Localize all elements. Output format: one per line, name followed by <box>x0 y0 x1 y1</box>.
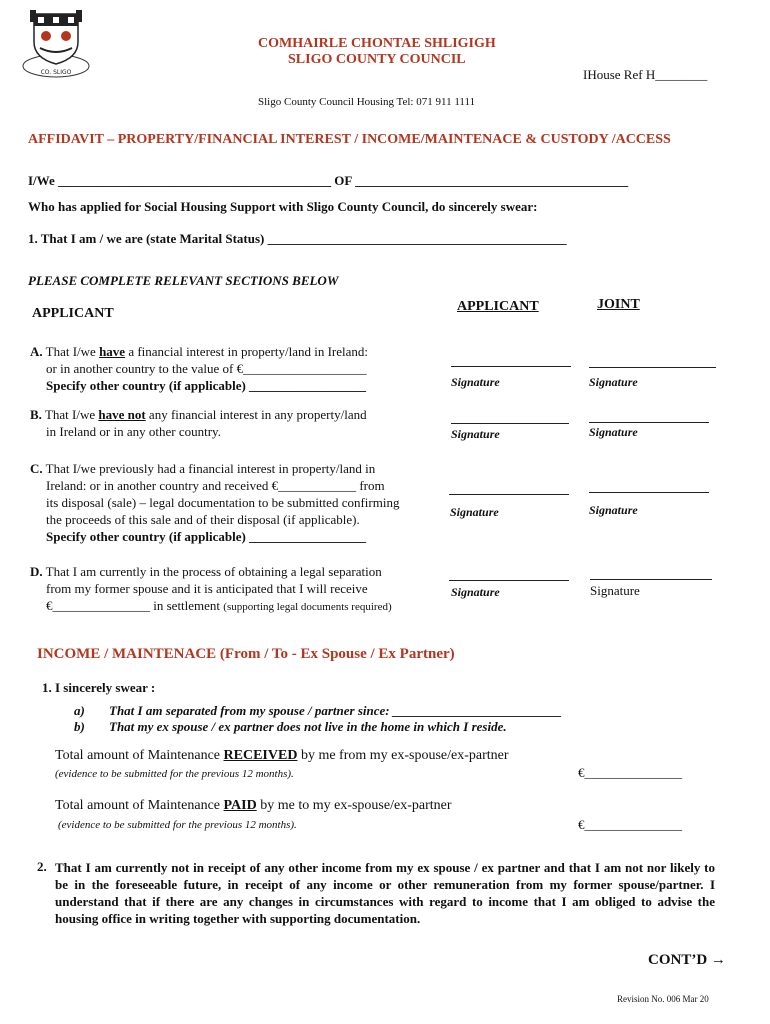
section-b-letter: B. <box>30 407 42 422</box>
section-b-have-not: have not <box>98 407 146 422</box>
section-a <box>30 343 368 394</box>
section-d-line1: That I am currently in the process of obtaining a legal separation <box>45 564 382 579</box>
section-c-joint-signature-label: Signature <box>589 503 638 517</box>
iwe-line <box>28 173 628 189</box>
section-a-value-line[interactable]: or in another country to the value of €___________________ <box>46 361 367 376</box>
section-a-joint-signature-field[interactable] <box>589 367 716 368</box>
swear-1: 1. I sincerely swear : <box>42 680 156 695</box>
maintenance-received-label: Total amount of Maintenance RECEIVED by me from my ex-spouse/ex-partner <box>55 748 509 763</box>
section-d-joint-signature-label: Signature <box>590 583 640 598</box>
section-d <box>30 563 392 616</box>
section-d-joint-signature-field[interactable] <box>590 579 712 580</box>
section-d-amount[interactable]: €_______________ in settlement <box>46 598 224 613</box>
sections-note: PLEASE COMPLETE RELEVANT SECTIONS BELOW <box>28 273 339 288</box>
section-c-country-line[interactable]: Specify other country (if applicable) __________________ <box>46 529 367 544</box>
section-d-line2: from my former spouse and it is anticipated that I will receive <box>46 581 368 596</box>
continued-text: CONT’D <box>648 952 708 968</box>
section-b-joint-signature-field[interactable] <box>589 422 709 423</box>
maintenance-received-amount[interactable]: €_______________ <box>578 765 682 780</box>
section-a-text: That I/we <box>45 344 100 359</box>
section-c-line3: its disposal (sale) – legal documentation to be submitted confirming <box>46 495 400 510</box>
house-ref: IHouse Ref H________ <box>583 67 708 82</box>
section-b-text: That I/we <box>44 407 99 422</box>
housing-contact: Sligo County Council Housing Tel: 071 911 1111 <box>258 96 476 108</box>
section-d-note: (supporting legal documents required) <box>223 601 392 613</box>
section-a-applicant-signature-label: Signature <box>451 375 500 389</box>
section-b-line2: in Ireland or in any other country. <box>46 424 221 439</box>
sub-b-letter: b) <box>74 719 85 734</box>
council-name-irish: COMHAIRLE CHONTAE SHLIGIGH <box>258 36 496 51</box>
section-b-joint-signature-label: Signature <box>589 425 638 439</box>
arrow-right-icon: → <box>710 952 726 968</box>
maintenance-paid-label: Total amount of Maintenance PAID by me to my ex-spouse/ex-partner <box>55 798 452 813</box>
section-d-letter: D. <box>30 564 43 579</box>
marital-status-line[interactable]: 1. That I am / we are (state Marital Status) ______________________________________________ <box>28 231 567 246</box>
section-c-joint-signature-field[interactable] <box>589 492 709 493</box>
section-c-applicant-signature-label: Signature <box>450 505 499 519</box>
section-d-applicant-signature-label: Signature <box>451 585 500 599</box>
income-maintenance-heading: INCOME / MAINTENACE (From / To - Ex Spouse / Ex Partner) <box>37 646 455 662</box>
section-c-applicant-signature-field[interactable] <box>449 494 569 495</box>
section-c-line1: That I/we previously had a financial interest in property/land in <box>45 461 376 476</box>
applicant-left-heading: APPLICANT <box>32 306 114 321</box>
statement-2-text: That I am currently not in receipt of any other income from my ex spouse / ex partner and that I am not nor likely to be in the foreseeable future, in receipt of any income or other remuneration from my former spouse/partner. I understand that if there are any changes in circumstances with regard to income that I am obliged to advise the housing office in writing together with supporting documentation. <box>55 860 715 926</box>
section-a-joint-signature-label: Signature <box>589 375 638 389</box>
maintenance-paid-note: (evidence to be submitted for the previous 12 months). <box>58 819 297 831</box>
of-blank[interactable]: __________________________________________ <box>355 173 629 188</box>
statement-2-number: 2. <box>37 859 47 874</box>
received-emphasis: RECEIVED <box>223 748 298 763</box>
section-a-applicant-signature-field[interactable] <box>451 366 571 367</box>
section-c-line2[interactable]: Ireland: or in another country and received €____________ from <box>46 478 385 493</box>
swear-statement: Who has applied for Social Housing Support with Sligo County Council, do sincerely swear: <box>28 199 538 214</box>
section-c-letter: C. <box>30 461 43 476</box>
sub-a-letter: a) <box>74 703 85 718</box>
paid-emphasis: PAID <box>223 798 257 813</box>
svg-text:CO. SLIGO: CO. SLIGO <box>40 69 72 76</box>
of-label: OF <box>334 173 352 188</box>
applicant-column-heading: APPLICANT <box>457 299 539 314</box>
section-b-applicant-signature-label: Signature <box>451 427 500 441</box>
affidavit-title: AFFIDAVIT – PROPERTY/FINANCIAL INTEREST / INCOME/MAINTENACE & CUSTODY /ACCESS <box>28 132 671 147</box>
revision-number: Revision No. 006 Mar 20 <box>617 994 709 1004</box>
maintenance-paid-amount[interactable]: €_______________ <box>578 817 682 832</box>
separated-since-line[interactable]: That I am separated from my spouse / partner since: __________________________ <box>109 703 562 718</box>
section-a-text-post: a financial interest in property/land in Ireland: <box>125 344 369 359</box>
joint-column-heading: JOINT <box>597 297 640 312</box>
section-a-letter: A. <box>30 344 43 359</box>
section-b <box>30 406 367 440</box>
section-c-line4: the proceeds of this sale and of their disposal (if applicable). <box>46 512 360 527</box>
section-d-line3[interactable] <box>30 597 392 616</box>
section-c <box>30 460 399 545</box>
section-a-have: have <box>99 344 126 359</box>
section-b-applicant-signature-field[interactable] <box>451 423 569 424</box>
continued-label <box>648 952 726 969</box>
section-d-applicant-signature-field[interactable] <box>449 580 569 581</box>
iwe-label: I/We <box>28 173 55 188</box>
council-name-english: SLIGO COUNTY COUNCIL <box>288 52 466 67</box>
maintenance-received-note: (evidence to be submitted for the previous 12 months). <box>55 768 294 780</box>
iwe-blank[interactable]: __________________________________________ <box>57 173 331 188</box>
council-crest <box>20 8 92 80</box>
section-b-text-post: any financial interest in any property/land <box>145 407 367 422</box>
not-living-statement: That my ex spouse / ex partner does not live in the home in which I reside. <box>109 719 507 734</box>
section-a-country-line[interactable]: Specify other country (if applicable) __________________ <box>46 378 367 393</box>
